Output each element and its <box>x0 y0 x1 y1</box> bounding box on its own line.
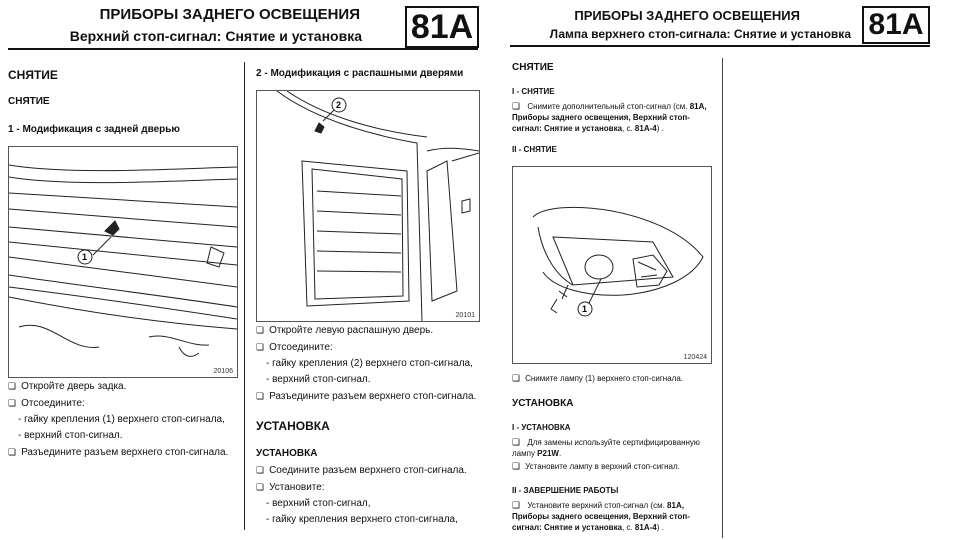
left-install-section: УСТАНОВКА <box>256 419 330 433</box>
left-header-subtitle: Верхний стоп-сигнал: Снятие и установка <box>69 28 362 44</box>
right-part2-title: II - СНЯТИЕ <box>512 145 557 154</box>
step-nut-2: - гайку крепления (2) верхнего стоп-сигнала, <box>266 358 473 369</box>
right-part1-page: 81A-4 <box>634 124 657 133</box>
lamp-figure <box>512 166 712 364</box>
step-unplug: ❏ Разъедините разъем верхнего стоп-сигнала. <box>8 444 238 461</box>
step-install-nut: - гайку крепления верхнего стоп-сигнала, <box>266 514 458 525</box>
right-part1-text-e: ) . <box>656 124 664 133</box>
right-install1-step2: ❏ Установите лампу в верхний стоп-сигнал. <box>512 461 680 472</box>
step-disconnect: ❏ Отсоедините: <box>8 395 238 412</box>
right-install2-title: II - ЗАВЕРШЕНИЕ РАБОТЫ <box>512 486 619 495</box>
swing-doors-figure-id: 20101 <box>455 312 475 319</box>
right-install2-page: 81A-4 <box>634 523 657 532</box>
left-mod1-title: 1 - Модификация с задней дверью <box>8 124 180 135</box>
right-install2-text-c: , с. <box>622 523 635 532</box>
right-install1-text-a: Для замены используйте сертифицированную лампу <box>512 438 700 458</box>
right-install1-text-c: . <box>558 449 562 458</box>
right-install2-text-e: ) . <box>656 523 664 532</box>
step-connect: ❏ Соедините разъем верхнего стоп-сигнала. <box>256 462 478 479</box>
right-part1-text-c: , с. <box>622 124 635 133</box>
swing-doors-drawing <box>257 91 479 321</box>
right-install2-ref: 81A, Приборы заднего освещения, Верхний стоп-сигнал: Снятие и установка <box>512 501 690 532</box>
left-section-title: СНЯТИЕ <box>8 68 58 82</box>
right-header-rule <box>510 45 930 47</box>
step-lamp-2: - верхний стоп-сигнал. <box>266 374 371 385</box>
right-part1-text-a: Снимите дополнительный стоп-сигнал (см. <box>527 102 690 111</box>
lamp-figure-id: 120424 <box>683 354 707 361</box>
lamp-callout: 1 <box>582 304 588 314</box>
left-install-steps <box>256 462 478 528</box>
right-section-title: СНЯТИЕ <box>512 62 554 73</box>
step-disconnect-2: ❏ Отсоедините: <box>256 339 478 356</box>
left-header-rule <box>8 48 478 50</box>
right-install2-text <box>512 500 710 533</box>
left-subsection-title: СНЯТИЕ <box>8 96 50 107</box>
tailgate-callout: 1 <box>82 252 88 262</box>
right-install-section: УСТАНОВКА <box>512 398 574 409</box>
right-install2-text-a: Установите верхний стоп-сигнал (см. <box>527 501 668 510</box>
left-col2-steps <box>256 322 478 405</box>
right-part1-title: I - СНЯТИЕ <box>512 87 555 96</box>
left-page-badge: 81A <box>405 6 479 48</box>
left-header-title: ПРИБОРЫ ЗАДНЕГО ОСВЕЩЕНИЯ <box>99 6 360 23</box>
step-unplug-2: ❏ Разъедините разъем верхнего стоп-сигнала. <box>256 388 478 405</box>
right-part2-step: ❏ Снимите лампу (1) верхнего стоп-сигнала. <box>512 373 683 384</box>
right-header-title: ПРИБОРЫ ЗАДНЕГО ОСВЕЩЕНИЯ <box>574 8 800 23</box>
swing-doors-callout: 2 <box>336 100 342 110</box>
left-install-subsection: УСТАНОВКА <box>256 448 318 459</box>
left-column-divider <box>244 62 245 530</box>
lamp-drawing <box>513 167 711 363</box>
right-column-divider <box>722 58 723 538</box>
right-install1-text <box>512 437 710 459</box>
right-part1-text <box>512 101 710 134</box>
right-part1-ref: 81A, Приборы заднего освещения, Верхний стоп-сигнал: Снятие и установка <box>512 102 707 133</box>
tailgate-figure-id: 20106 <box>213 368 233 375</box>
swing-doors-figure <box>256 90 480 322</box>
right-page-badge: 81A <box>862 6 930 44</box>
step-lamp: - верхний стоп-сигнал. <box>18 430 123 441</box>
right-header-subtitle: Лампа верхнего стоп-сигнала: Снятие и установка <box>549 27 851 41</box>
right-install1-title: I - УСТАНОВКА <box>512 423 571 432</box>
tailgate-figure <box>8 146 238 378</box>
left-col1-steps <box>8 378 238 461</box>
step-nut: - гайку крепления (1) верхнего стоп-сигнала, <box>18 414 225 425</box>
step-install-lamp: - верхний стоп-сигнал, <box>266 498 371 509</box>
right-install1-lamp-type: P21W <box>537 449 559 458</box>
step-open-left-door: ❏ Откройте левую распашную дверь. <box>256 322 478 339</box>
left-mod2-title: 2 - Модификация с распашными дверями <box>256 68 464 79</box>
tailgate-drawing <box>9 147 237 377</box>
step-install: ❏ Установите: <box>256 479 478 496</box>
step-open-tailgate: ❏ Откройте дверь задка. <box>8 378 238 395</box>
